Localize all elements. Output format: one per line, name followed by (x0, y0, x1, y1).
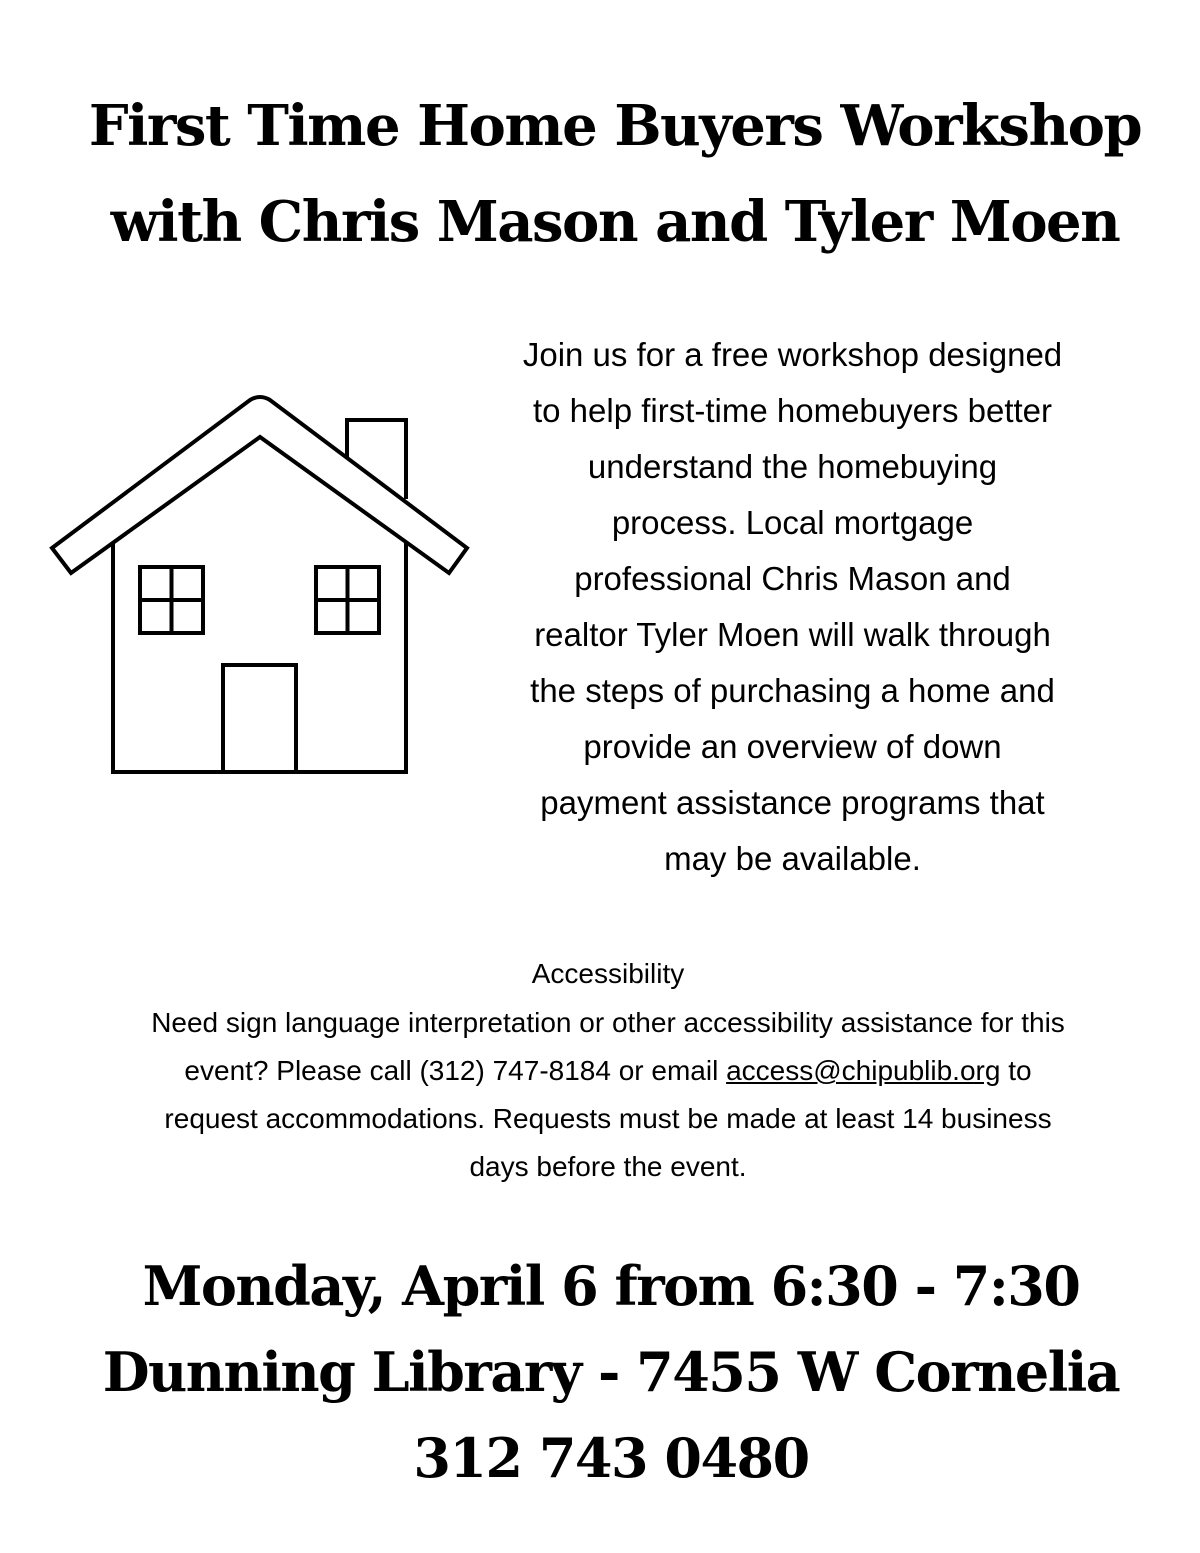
accessibility-line-1: Need sign language interpretation or other accessibility assistance for this (151, 1007, 1065, 1038)
accessibility-email-link[interactable]: access@chipublib.org (726, 1055, 1001, 1086)
accessibility-line-2 (0, 1047, 1200, 1095)
title-line-2: with Chris Mason and Tyler Moen (110, 189, 1120, 255)
description-line: may be available. (664, 840, 921, 877)
description-line: realtor Tyler Moen will walk through (534, 616, 1051, 653)
house-walls (113, 543, 406, 772)
event-location: Dunning Library - 7455 W Cornelia (102, 1340, 1120, 1404)
description-line: to help first-time homebuyers better (532, 392, 1053, 429)
workshop-description (460, 327, 1125, 887)
event-phone: 312 743 0480 (413, 1426, 809, 1490)
event-datetime: Monday, April 6 from 6:30 - 7:30 (142, 1254, 1080, 1318)
description-line: understand the homebuying (587, 448, 998, 485)
description-line: the steps of purchasing a home and (530, 672, 1055, 709)
house-icon (40, 385, 480, 785)
description-line: Join us for a free workshop designed (522, 336, 1063, 373)
call-text: event? Please call (312) 747-8184 or email (184, 1055, 727, 1086)
description-line: process. Local mortgage (611, 504, 974, 541)
accessibility-line-3: request accommodations. Requests must be made at least 14 business (164, 1103, 1052, 1134)
description-line: provide an overview of down (583, 728, 1002, 765)
description-line: payment assistance programs that (540, 784, 1045, 821)
description-line: professional Chris Mason and (574, 560, 1011, 597)
accessibility-heading: Accessibility (531, 958, 685, 989)
title-line-1: First Time Home Buyers Workshop (88, 93, 1142, 159)
flyer-title (0, 78, 1200, 270)
to-text: to (1000, 1055, 1032, 1086)
door (223, 665, 296, 772)
accessibility-notice (0, 999, 1200, 1191)
accessibility-line-4: days before the event. (469, 1151, 747, 1182)
event-details (0, 1243, 1200, 1501)
